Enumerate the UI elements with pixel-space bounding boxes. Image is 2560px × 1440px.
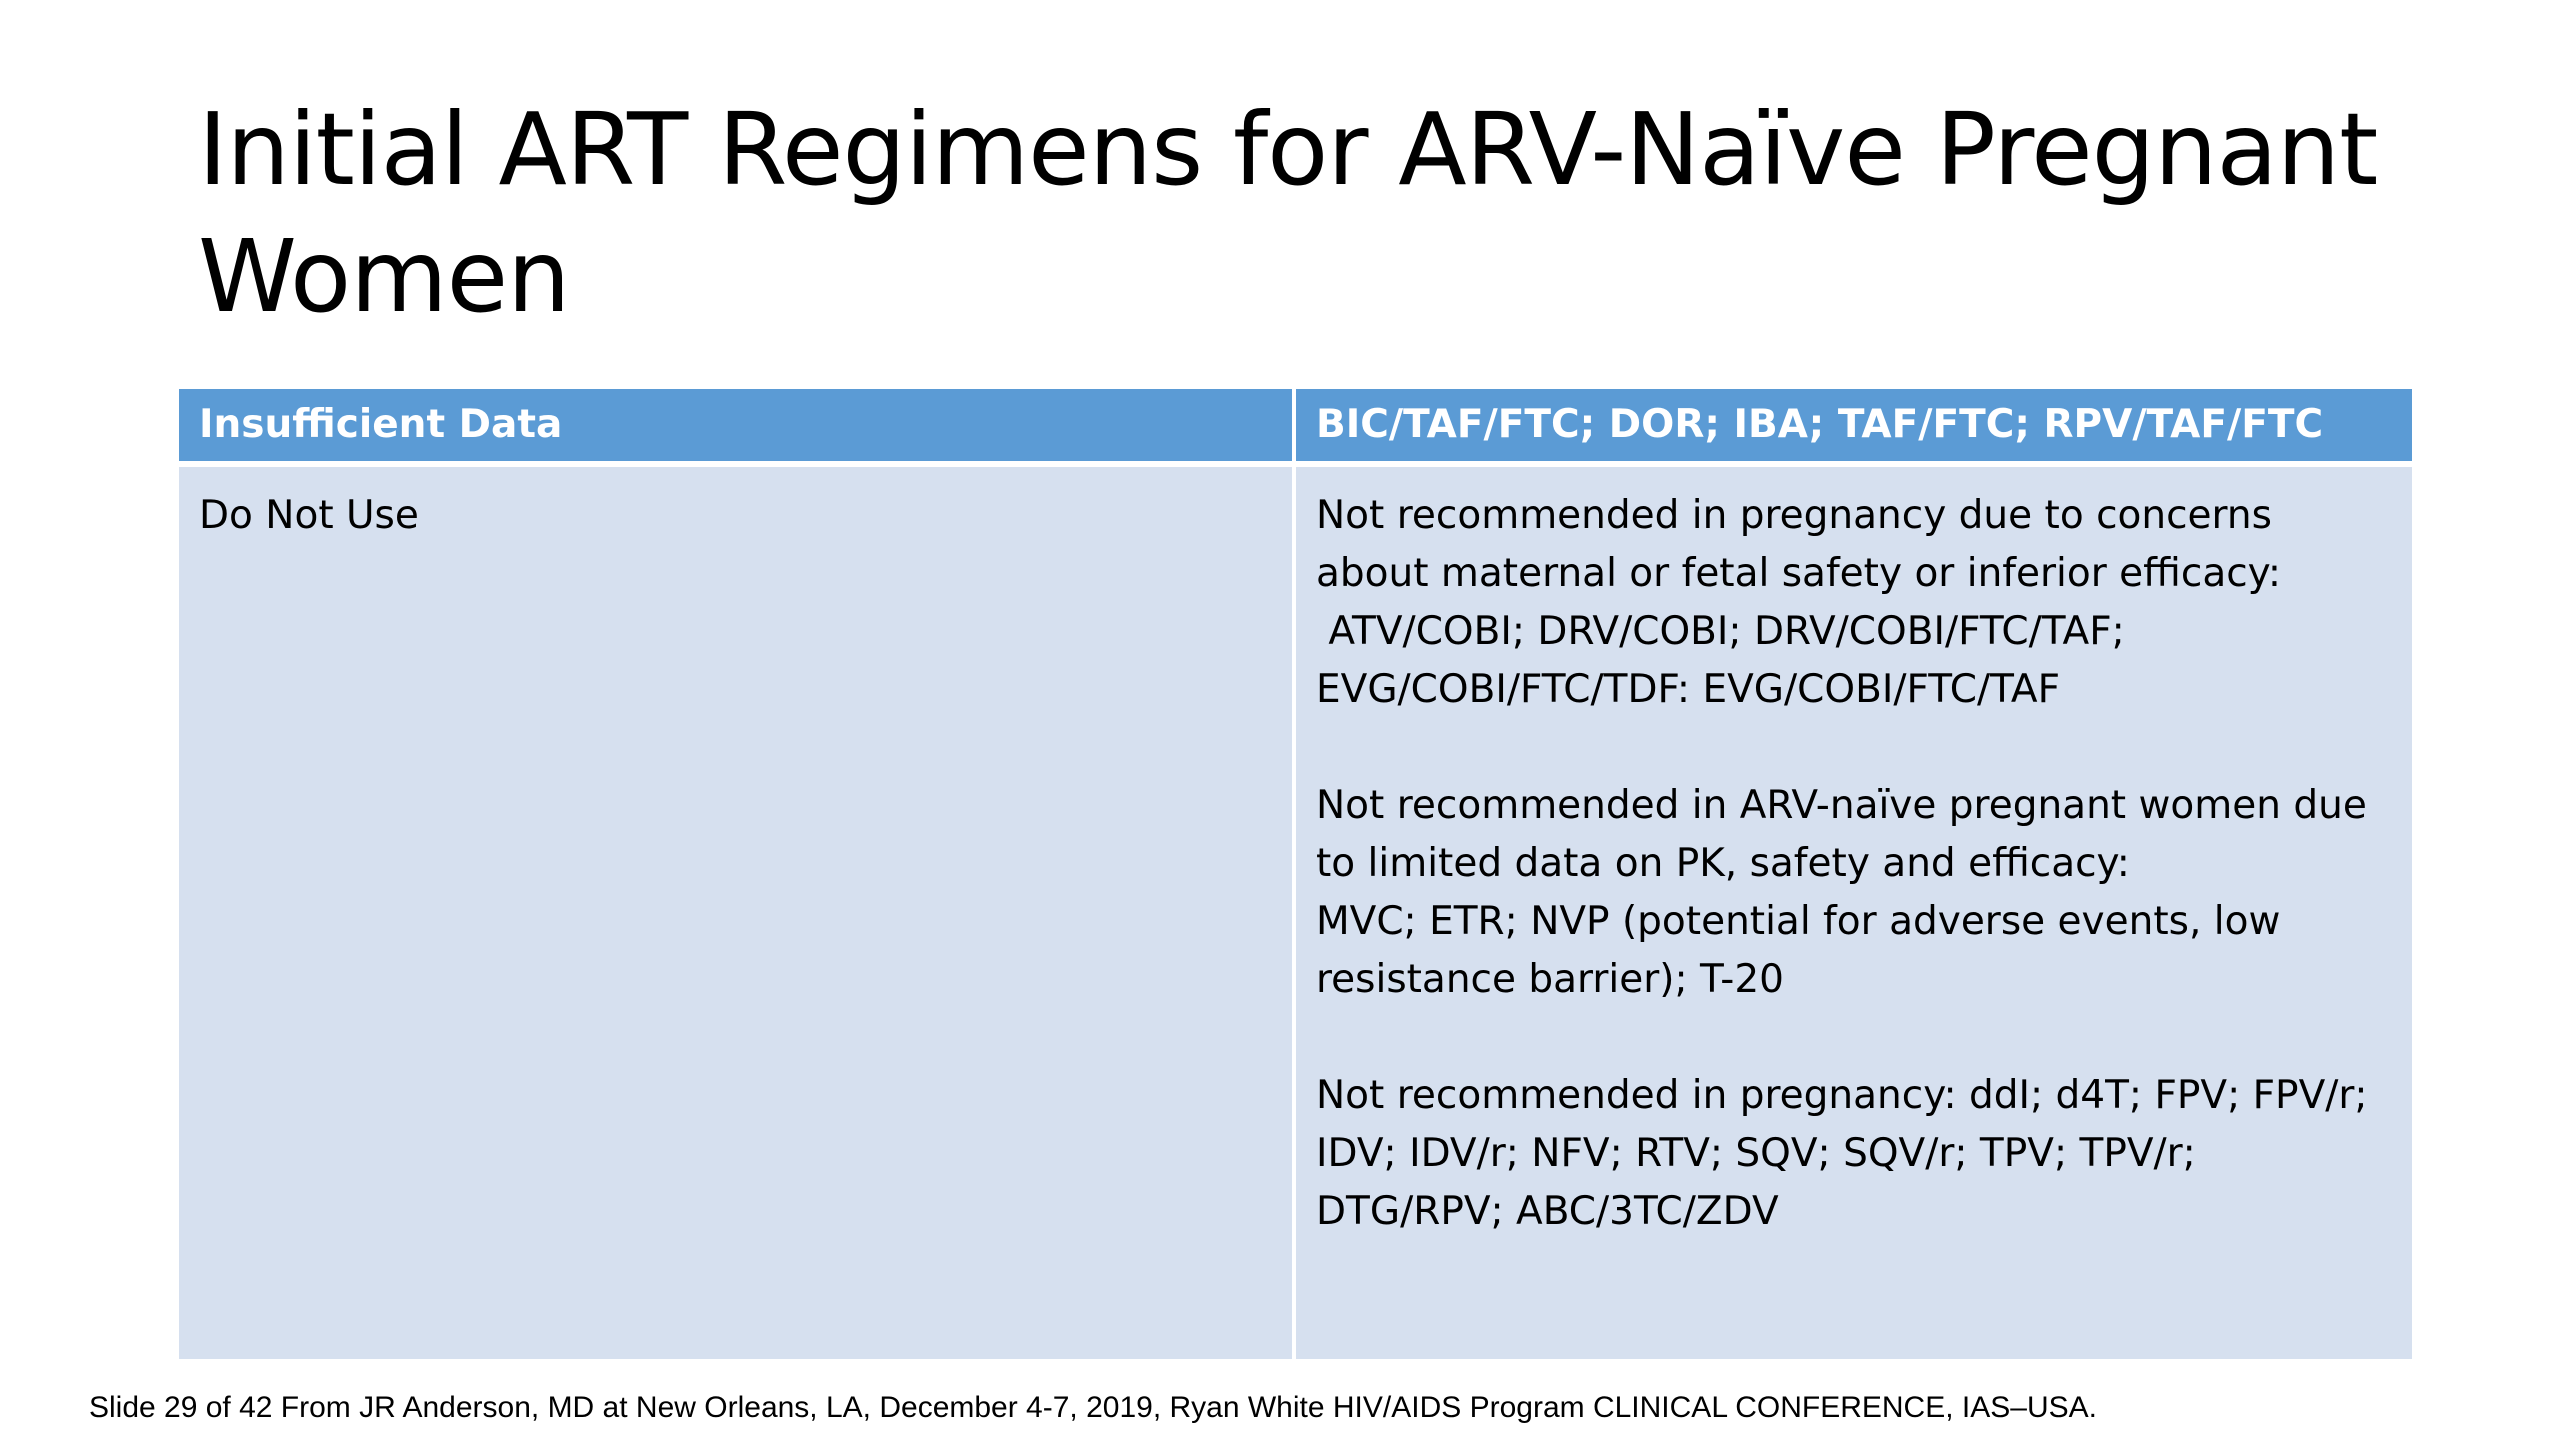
paragraph-limited-data [1316, 777, 2392, 1009]
text-line: DTG/RPV; ABC/3TC/ZDV [1316, 1189, 1779, 1234]
text-line: IDV; IDV/r; NFV; RTV; SQV; SQV/r; TPV; TPV/r; [1316, 1131, 2196, 1176]
text-line: about maternal or fetal safety or inferior efficacy: [1316, 551, 2282, 596]
row-label: Do Not Use [199, 493, 419, 538]
slide-title-line: Initial ART Regimens for ARV-Naïve Pregnant [198, 91, 2378, 208]
paragraph-not-recommended-list [1316, 1067, 2392, 1241]
text-line: MVC; ETR; NVP (potential for adverse events, low [1316, 899, 2281, 944]
table-cell-do-not-use [179, 467, 1292, 1359]
text-line: EVG/COBI/FTC/TDF: EVG/COBI/FTC/TAF [1316, 667, 2061, 712]
text-line: ATV/COBI; DRV/COBI; DRV/COBI/FTC/TAF; [1316, 609, 2125, 654]
table-header-insufficient-data: Insufficient Data [179, 389, 1292, 461]
slide-footer-citation: Slide 29 of 42 From JR Anderson, MD at New Orleans, LA, December 4-7, 2019, Ryan White HIV/AIDS Program CLINICAL CONFERENCE, IAS–USA. [89, 1391, 2097, 1424]
text-line: Not recommended in pregnancy: ddI; d4T; FPV; FPV/r; [1316, 1073, 2368, 1118]
regimen-table [179, 389, 2412, 1359]
text-line: Not recommended in ARV-naïve pregnant women due [1316, 783, 2367, 828]
slide-title-line: Women [198, 218, 570, 335]
paragraph-safety-concerns [1316, 487, 2392, 719]
text-line: resistance barrier); T-20 [1316, 957, 1784, 1002]
text-line: to limited data on PK, safety and efficacy: [1316, 841, 2130, 886]
text-line: Not recommended in pregnancy due to concerns [1316, 493, 2272, 538]
slide-title [198, 86, 2398, 340]
table-cell-not-recommended [1296, 467, 2412, 1359]
table-header-regimens: BIC/TAF/FTC; DOR; IBA; TAF/FTC; RPV/TAF/FTC [1296, 389, 2412, 461]
